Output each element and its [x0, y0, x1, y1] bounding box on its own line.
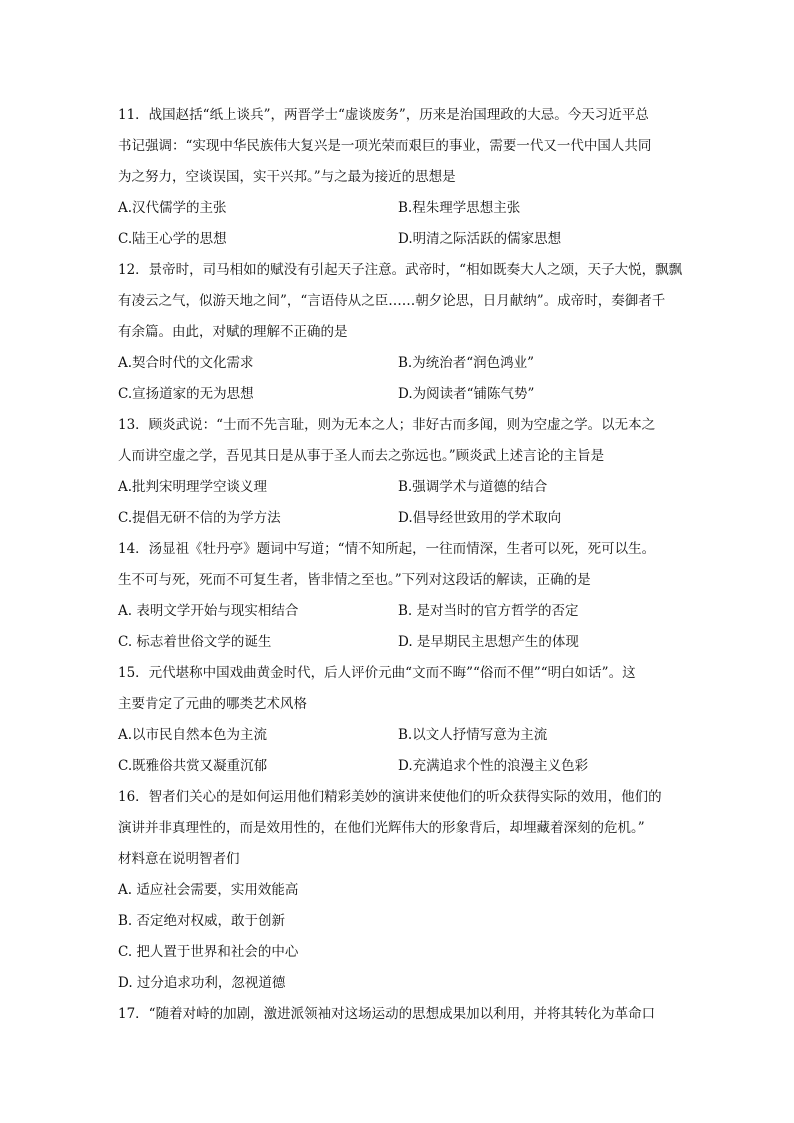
question-13: [118, 410, 678, 534]
question-text-line: 16．智者们关心的是如何运用他们精彩美妙的演讲来使他们的听众获得实际的效用，他们的: [118, 789, 662, 805]
question-text-line: 生不可与死，死而不可复生者，皆非情之至也。”下列对这段话的解读，正确的是: [118, 572, 591, 588]
question-list: [118, 100, 683, 1030]
option-b: B.强调学术与道德的结合: [398, 479, 548, 495]
option-c: C.既雅俗共赏又凝重沉郁: [118, 758, 268, 774]
question-text-line: 书记强调：“实现中华民族伟大复兴是一项光荣而艰巨的事业，需要一代又一代中国人共同: [118, 138, 652, 154]
option-c: C.宣扬道家的无为思想: [118, 386, 254, 402]
option-b: B. 否定绝对权威，敢于创新: [118, 913, 286, 929]
option-row: [118, 596, 678, 627]
option-d: D.为阅读者“铺陈气势”: [398, 386, 535, 402]
option-a: A.汉代儒学的主张: [118, 200, 227, 216]
option-a: A. 表明文学开始与现实相结合: [118, 603, 299, 619]
option-b: B.以文人抒情写意为主流: [398, 727, 548, 743]
option-b: B. 是对当时的官方哲学的否定: [398, 603, 579, 619]
question-text-line: 为之努力，空谈误国，实干兴邦。”与之最为接近的思想是: [118, 169, 456, 185]
option-d: D.充满追求个性的浪漫主义色彩: [398, 758, 589, 774]
option-b: B.为统治者“润色鸿业”: [398, 355, 535, 371]
question-16: [118, 782, 678, 999]
question-text-line: 13．顾炎武说：“士而不先言耻，则为无本之人；非好古而多闻，则为空虚之学。以无本之: [118, 417, 656, 433]
option-d: D.明清之际活跃的儒家思想: [398, 231, 562, 247]
option-row: [118, 193, 678, 224]
question-text-line: 主要肯定了元曲的哪类艺术风格: [118, 696, 307, 712]
question-15: [118, 658, 678, 782]
option-row: [118, 224, 678, 255]
question-12: [118, 255, 683, 410]
option-b: B.程朱理学思想主张: [398, 200, 521, 216]
question-17: [118, 999, 678, 1030]
question-text-line: 17．“随着对峙的加剧，激进派领袖对这场运动的思想成果加以利用，并将其转化为革命口: [118, 1006, 656, 1022]
option-c: C. 标志着世俗文学的诞生: [118, 634, 272, 650]
option-c: C.陆王心学的思想: [118, 231, 227, 247]
question-text-line: 12．景帝时，司马相如的赋没有引起天子注意。武帝时，“相如既奏大人之颂，天子大悦，飘飘: [118, 262, 683, 278]
option-list: [118, 875, 678, 999]
option-d: D.倡导经世致用的学术取向: [398, 510, 562, 526]
option-row: [118, 379, 678, 410]
question-14: [118, 534, 678, 658]
question-11: [118, 100, 678, 255]
option-row: [118, 348, 678, 379]
option-row: [118, 751, 678, 782]
option-a: A.契合时代的文化需求: [118, 355, 254, 371]
option-row: [118, 472, 678, 503]
option-d: D. 过分追求功利，忽视道德: [118, 975, 286, 991]
question-text-line: 材料意在说明智者们: [118, 851, 240, 867]
question-text-line: 14．汤显祖《牡丹亭》题词中写道；“情不知所起，一往而情深，生者可以死，死可以生。: [118, 541, 656, 557]
option-d: D. 是早期民主思想产生的体现: [398, 634, 579, 650]
option-row: [118, 627, 678, 658]
question-text-line: 15．元代堪称中国戏曲黄金时代，后人评价元曲“文而不晦”“俗而不俚”“明白如话”。这: [118, 665, 636, 681]
option-row: [118, 503, 678, 534]
option-a: A.批判宋明理学空谈义理: [118, 479, 268, 495]
question-text-line: 有余篇。由此，对赋的理解不正确的是: [118, 324, 348, 340]
question-text-line: 人而讲空虚之学，吾见其日是从事于圣人而去之弥远也。”顾炎武上述言论的主旨是: [118, 448, 605, 464]
question-text-line: 有凌云之气，似游天地之间”，“言语侍从之臣……朝夕论思，日月献纳”。成帝时，奏御者千: [118, 293, 666, 309]
option-a: A.以市民自然本色为主流: [118, 727, 268, 743]
option-c: C. 把人置于世界和社会的中心: [118, 944, 299, 960]
question-text-line: 11．战国赵括“纸上谈兵”，两晋学士“虚谈废务”，历来是治国理政的大忌。今天习近平总: [118, 107, 649, 123]
option-row: [118, 720, 678, 751]
option-a: A. 适应社会需要，实用效能高: [118, 882, 299, 898]
question-text-line: 演讲并非真理性的，而是效用性的，在他们光辉伟大的形象背后，却埋藏着深刻的危机。”: [118, 820, 645, 836]
option-c: C.提倡无研不信的为学方法: [118, 510, 281, 526]
